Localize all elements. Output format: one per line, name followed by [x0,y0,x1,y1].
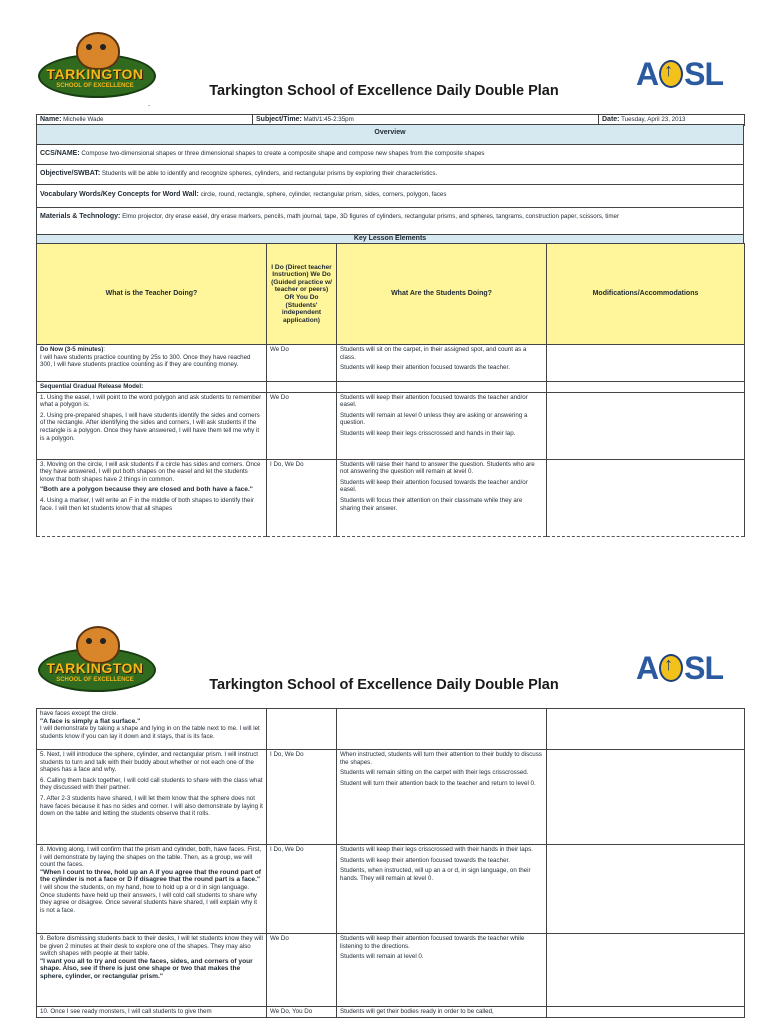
name-label: Name: [40,116,62,123]
objective-label: Objective/SWBAT: [40,170,101,177]
lesson-row-5 [37,934,745,1007]
row2-quote: "Both are a polygon because they are closed and both have a face." [40,486,253,494]
modifications-col-header: Modifications/Accommodations [547,244,745,345]
continued-row [37,709,745,750]
materials-row [37,208,744,235]
logo-subtitle: SCHOOL OF EXCELLENCE [56,83,134,89]
aosl-letters-sl: SL [684,650,723,686]
subject-time: Math/1:45-2:35pm [303,116,354,123]
row5-students: Students will keep their attention focused towards the teacher while listening to the directions. Students will remain at level 0. [337,934,547,1007]
row4-teacher: 8. Moving along, I will confirm that the prism and cylinder, both, have faces. First, I will demonstrate by laying the shapes on the table. Then, as a group, we will count the faces. "When I count to three, hold up an A if you agree that the round part of the cylinder is not a face or D if disagree that the round part is a face." I will show the students, on my hand, how to hold up a or d in sign language. Once students have held up their answers, I will cold call students to share why they agree or disagree. Once several students have shared, I will explain why it is not a face. [37,845,267,934]
do-now-title: Do Now (3-5 minutes) [40,346,104,353]
tiger-icon [76,32,120,70]
row6-mode: We Do, You Do [267,1007,337,1018]
lesson-row-6 [37,1007,745,1018]
vocab-label: Vocabulary Words/Key Concepts for Word Wall: [40,191,199,198]
row1-teacher: 1. Using the easel, I will point to the word polygon and ask students to remember what a polygon is. 2. Using pre-prepared shapes, I will have students identify the sides and corners of the rectangle. After identifying the sides and corners, I will ask students if the rectangle is a polygon. Once they have answered, I will have them tell me why it is a polygon. [37,392,267,459]
do-now-teacher: Do Now (3-5 minutes): I will have students practice counting by 25s to 300. Once they have reached 300, I will have students practice counting as if they are counting money. [37,345,267,382]
page-title: Tarkington School of Excellence Daily Double Plan [209,83,559,99]
row4-mode: I Do, We Do [267,845,337,934]
ccs-text: Compose two-dimensional shapes or three dimensional shapes to create a composite shape and compose new shapes from the composite shapes [81,150,485,157]
do-now-text: I will have students practice counting by 25s to 300. Once they have reached 300, I will have students practice counting as if they are counting money. [40,353,251,369]
aosl-letters-sl: SL [684,56,723,92]
key-lesson-heading: Key Lesson Elements [37,235,744,244]
lesson-row-1 [37,392,745,459]
materials-text: Elmo projector, dry erase easel, dry erase markers, pencils, math journal, tape, 3D figures of cylinders, rectangular prisms, and spheres, tangrams, construction paper, scissors, timer [122,213,620,220]
lesson-table-page1 [36,243,745,537]
row5-modifications [547,934,745,1007]
lesson-table-page2 [36,708,745,1018]
row6-students: Students will get their bodies ready in order to be called, [337,1007,547,1018]
do-now-mode: We Do [267,345,337,382]
continued-quote: "A face is simply a flat surface." [40,717,141,725]
overview-heading: Overview [37,125,744,145]
row4-students: Students will keep their legs crisscrossed with their hands in their laps. Students will keep their attention focused towards the teacher. Students, when instructed, will up an a or d, in sign language, on their hands. They will remain at level 0. [337,845,547,934]
row6-modifications [547,1007,745,1018]
lesson-row-2 [37,459,745,536]
continued-teacher: have faces except the circle. "A face is simply a flat surface." I will demonstrate by taking a shape and lying in on the table next to me. I will let students know if you can lay it down and it stays, that is its face. [37,709,267,750]
row5-quote: "I want you all to try and count the faces, sides, and corners of your shape. Also, see if there is just one shape or two that makes the sphere, cylinder, or rectangular prism." [40,957,253,980]
date-label: Date: [602,116,620,123]
sgr-empty-mode [267,382,337,393]
overview-table [36,124,744,244]
do-now-modifications [547,345,745,382]
teacher-name: Michelle Wade [63,116,104,123]
continued-modifications [547,709,745,750]
row3-modifications [547,750,745,845]
students-col-header: What Are the Students Doing? [337,244,547,345]
row3-mode: I Do, We Do [267,750,337,845]
aosl-letter-a: A [636,650,659,686]
row4-modifications [547,845,745,934]
logo-name: TARKINGTON [46,66,144,82]
row5-mode: We Do [267,934,337,1007]
vocab-row [37,185,744,208]
mode-col-header: I Do (Direct teacher Instruction) We Do (Guided practice w/ teacher or peers) OR You Do (Students' independent application) [267,244,337,345]
lesson-header-row [37,244,745,345]
aosl-letter-a: A [636,56,659,92]
sgr-title-row [37,382,745,393]
row1-modifications [547,392,745,459]
logo-subtitle: SCHOOL OF EXCELLENCE [56,677,134,683]
vocab-text: circle, round, rectangle, sphere, cylinder, rectangular prism, sides, corners, polygon, faces [200,191,447,198]
stray-dot: . [148,99,151,108]
page-title-page2: Tarkington School of Excellence Daily Double Plan [209,677,559,693]
continued-mode [267,709,337,750]
row3-students: When instructed, students will turn their attention to their buddy to discuss the shapes. Students will remain sitting on the carpet with their legs crisscrossed. Student will turn their attention back to the teacher and return to level 0. [337,750,547,845]
row2-modifications [547,459,745,536]
tiger-icon [76,626,120,664]
row1-mode: We Do [267,392,337,459]
objective-row [37,165,744,185]
row4-quote: "When I count to three, hold up an A if you agree that the round part of the cylinder is not a face or D if disagree that the round part is a face." [40,868,261,884]
ccs-row [37,145,744,165]
objective-text: Students will be able to identify and recognize spheres, cylinders, and rectangular prisms by exploring their characteristics. [101,170,438,177]
sgr-empty-mods [547,382,745,393]
row2-teacher: 3. Moving on the circle, I will ask students if a circle has sides and corners. Once they have answered, I will put both shapes on the easel and let the students know that both shapes have 2 things in common. "Both are a polygon because they are closed and both have a face." 4. Using a marker, I will write an F in the middle of both shapes to identify their face. I will then let students know that all shapes [37,459,267,536]
row6-teacher: 10. Once I see ready monsters, I will call students to give them [37,1007,267,1018]
row5-teacher: 9. Before dismissing students back to their desks, I will let students know they will be given 2 minutes at their desk to explore one of the shapes. They may also switch shapes with people at their table. "I want you all to try and count the faces, sides, and corners of your shape. Also, see if there is just one shape or two that makes the sphere, cylinder, or rectangular prism." [37,934,267,1007]
teacher-col-header: What is the Teacher Doing? [37,244,267,345]
sgr-title: Sequential Gradual Release Model: [37,382,267,393]
lesson-row-3 [37,750,745,845]
continued-students [337,709,547,750]
lesson-row-4 [37,845,745,934]
logo-name: TARKINGTON [46,660,144,676]
sgr-empty-students [337,382,547,393]
row2-mode: I Do, We Do [267,459,337,536]
materials-label: Materials & Technology: [40,213,121,220]
row2-students: Students will raise their hand to answer the question. Students who are not answering the question will remain at level 0. Students will keep their attention focused towards the teacher and/or easel. Students will focus their attention on their classmate while they are sharing their answer. [337,459,547,536]
do-now-students: Students will sit on the carpet, in their assigned spot, and count as a class. Students will keep their attention focused towards the teacher. [337,345,547,382]
row3-teacher: 5. Next, I will introduce the sphere, cylinder, and rectangular prism. I will instruct students to turn and talk with their buddy about whether or not each one of the shapes has a face and why. 6. Calling them back together, I will cold call students to share with the class what they discussed with their partner. 7. After 2-3 students have shared, I will let them know that the sphere does not have faces because it has no sides and corner. I will also demonstrate by laying it down on the table and letting the students observe that it rolls. [37,750,267,845]
subject-label: Subject/Time: [256,116,302,123]
ccs-label: CCS/NAME: [40,150,80,157]
do-now-row [37,345,745,382]
lesson-date: Tuesday, April 23, 2013 [621,116,686,123]
row1-students: Students will keep their attention focused towards the teacher and/or easel. Students will remain at level 0 unless they are asking or answering a question. Students will keep their legs crisscrossed and hands in their lap. [337,392,547,459]
